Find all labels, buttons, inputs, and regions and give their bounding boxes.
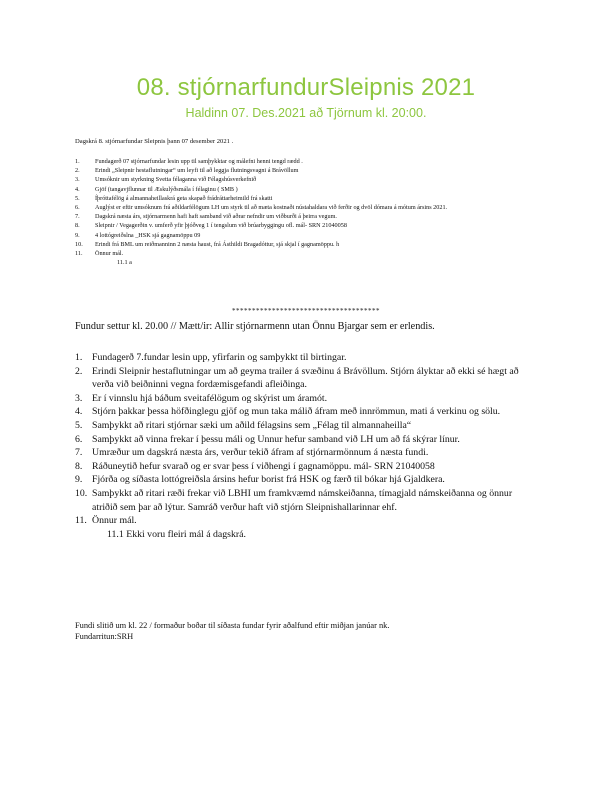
minutes-item-text: Fundagerð 7.fundar lesin upp, yfirfarin og samþykkt til birtingar.: [92, 352, 347, 363]
minutes-item: [75, 405, 540, 419]
agenda-item-number: 11.: [75, 250, 83, 258]
minutes-item-number: 6.: [75, 433, 83, 445]
minutes-item: [75, 460, 540, 474]
closing-notes: [75, 620, 555, 642]
minutes-item-number: 1.: [75, 352, 83, 363]
agenda-item: [75, 185, 545, 194]
minutes-item-text: Samþykkt að vinna frekar í þessu máli og Unnur hefur samband við LH um að fá skýrar línur.: [92, 433, 460, 445]
section-divider: *************************************: [232, 307, 380, 315]
agenda-item-text: Dagskrá næsta árs, stjórnarmenn hafi haft samband við aðrar nefndir um viðburði á þeirra vegum.: [95, 213, 337, 221]
minutes-item-text: Erindi Sleipnir hestaflutningar um að geyma trailer á svæðinu á Brávöllum. Stjórn ályktar að ekki sé hægt að verða við beiðninni vegna fordæmisgefandi afleiðinga.: [92, 365, 519, 391]
minutes-item: [75, 351, 540, 365]
minutes-sub-item: 11.1 Ekki voru fleiri mál á dagskrá.: [107, 528, 246, 540]
minutes-item-number: 9.: [75, 474, 83, 486]
minutes-item-text: Stjórn þakkar þessa höfðinglegu gjöf og mun taka málið áfram með innrömmun, mati á verkinu og sölu.: [92, 406, 501, 418]
agenda-item-number: 10.: [75, 240, 83, 248]
agenda-intro: Dagskrá 8. stjórnarfundar Sleipnis þann 07 desember 2021 .: [75, 138, 234, 145]
minutes-item: [75, 365, 540, 392]
minutes-item: [75, 392, 540, 406]
agenda-item-text: Auglýst er eftir umsóknum frá aðildarfélögum LH um styrk til að mæta kostnaði nústahaldara við ferðir og dvöl dómara á mótum ársins 2021.: [95, 204, 448, 212]
minutes-item: [75, 514, 540, 528]
minutes-item-text: Er í vinnslu hjá báðum sveitafélögum og skýrist um áramót.: [92, 392, 328, 404]
agenda-item: [75, 203, 545, 212]
minutes-item-number: 4.: [75, 406, 83, 418]
minutes-item-text: Umræður um dagskrá næsta árs, verður tekið áfram af stjórnarmönnum á næsta fundi.: [92, 447, 429, 459]
agenda-item: [75, 240, 545, 249]
agenda-item-text: Önnur mál.: [95, 250, 124, 258]
agenda-item: [75, 249, 545, 258]
agenda-item: [75, 212, 545, 221]
minutes-item-text: Samþykkt að ritari stjórnar sæki um aðild félagsins sem „Félag til almannaheilla“: [92, 419, 412, 431]
agenda-item-text: 4 lottógreiðslna _HSK sjá gagnamöppu 09: [95, 231, 201, 239]
agenda-item-text: Gjöf (tangavjflunnar til Æskulýðsmála í félaginu ( SMB ): [95, 185, 238, 193]
minutes-item-text: Önnur mál.: [92, 515, 137, 527]
minutes-item: [75, 446, 540, 460]
agenda-item-text: Umsóknir um styrkning Svetta félaganna við Félagshúsverkefnið: [95, 176, 257, 184]
agenda-item-number: 5.: [75, 194, 80, 202]
minutes-item-number: 2.: [75, 365, 83, 377]
agenda-item-number: 6.: [75, 204, 80, 212]
agenda-item: [75, 175, 545, 184]
minutes-list: [75, 351, 540, 541]
minutes-item: [75, 419, 540, 433]
minutes-item-text: Samþykkt að ritari ræði frekar við LBHI um framkvæmd námskeiðanna, tímagjald námskeiðanna og önnur atriðið sem þar að lýtur. Samráð verður haft við stjórn Sleipnishallarinnar ehf.: [92, 487, 513, 513]
document-title: 08. stjórnarfundurSleipnis 2021: [136, 74, 476, 101]
minutes-item-number: 7.: [75, 447, 83, 459]
attendance-line: Fundur settur kl. 20.00 // Mætt/ir: Allir stjórnarmenn utan Önnu Bjargar sem er erlendis.: [75, 321, 435, 332]
agenda-item-text: Fundagerð 07 stjórnarfundar lesin upp til samþykktar og málefni henni tengd rædd .: [95, 158, 303, 165]
agenda-list: [75, 157, 545, 267]
agenda-item: [75, 231, 545, 240]
minutes-item-number: 10.: [75, 487, 88, 499]
agenda-item-number: 1.: [75, 158, 80, 165]
agenda-item-text: Erindi frá BML um reiðmanninn 2 næsta haust, frá Ásthildi Bragadóttur, sjá skjal í gagnamöppu. h: [95, 240, 340, 248]
agenda-item-text: Erindi „Sleipnir hestaflutningar“ um leyfi til að leggja flutningsvagni á Brávöllum: [95, 167, 299, 175]
minutes-item-text: Fjórða og síðasta lottógreiðsla ársins hefur borist frá HSK og færð til bókar hjá Gjaldkera.: [92, 474, 445, 486]
agenda-sub-item: 11.1 a: [117, 259, 132, 267]
minutes-taker: Fundarritun:SRH: [75, 632, 134, 641]
agenda-item: [75, 166, 545, 175]
minutes-item: [75, 487, 540, 514]
agenda-item-number: 2.: [75, 167, 80, 175]
minutes-item-text: Ráðuneytið hefur svarað og er svar þess í viðhengi í gagnamöppu. mál- SRN 21040058: [92, 460, 435, 472]
agenda-item-number: 4.: [75, 185, 80, 193]
closing-line: Fundi slitið um kl. 22 / formaður boðar til síðasta fundar fyrir aðalfund eftir miðjan janúar nk.: [75, 621, 390, 630]
agenda-item-text: Íþróttafélög á almannaheillaskrá geta skapað frádráttarheimild frá skatti: [95, 194, 273, 202]
agenda-item: [75, 221, 545, 230]
document-subtitle: Haldinn 07. Des.2021 að Tjörnum kl. 20:00.: [185, 106, 427, 120]
agenda-item-number: 9.: [75, 231, 80, 239]
agenda-item: [75, 194, 545, 203]
agenda-item-number: 3.: [75, 176, 80, 184]
minutes-item: [75, 473, 540, 487]
minutes-item-number: 11.: [75, 515, 87, 527]
minutes-item-number: 5.: [75, 419, 83, 431]
minutes-item-number: 8.: [75, 460, 83, 472]
minutes-item: [75, 433, 540, 447]
agenda-item: [75, 157, 545, 166]
agenda-item-number: 7.: [75, 213, 80, 221]
minutes-item-number: 3.: [75, 392, 83, 404]
agenda-item-text: Sleipnir / Vegagerðin v. umferð yfir þjóðveg 1 í tengslum við brúarbyggingu ofl. mál- SRN 21040058: [95, 222, 347, 230]
agenda-item-number: 8.: [75, 222, 80, 230]
